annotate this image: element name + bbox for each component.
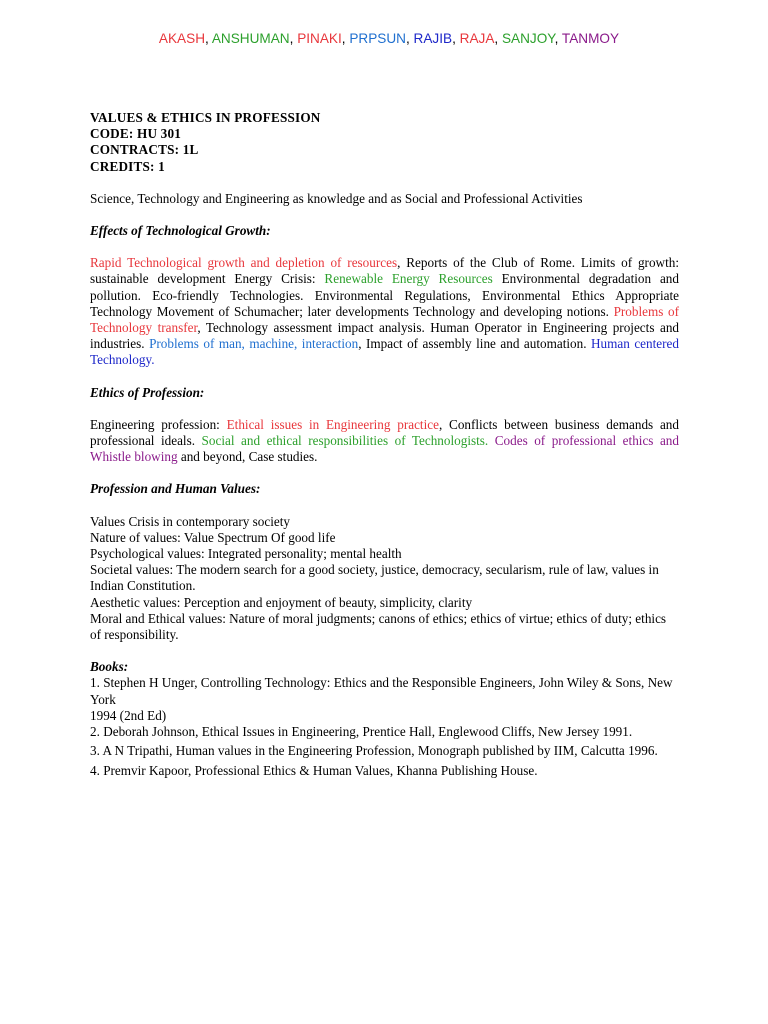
author-name: TANMOY — [561, 31, 620, 46]
book-item: 1. Stephen H Unger, Controlling Technology: Ethics and the Responsible Engineers, John Wiley & Sons, New York — [90, 675, 673, 707]
course-title: VALUES & ETHICS IN PROFESSION — [90, 110, 321, 125]
paragraph-text: , Reports of the Club of Rome. Limits of growth: sustainable development Energy Crisis: — [90, 255, 679, 287]
highlight-green: Renewable Energy Resources — [324, 271, 493, 287]
name-separator: , — [405, 31, 414, 46]
highlight-red: Rapid Technological growth and depletion of resources — [90, 255, 398, 271]
paragraph-text: , Technology assessment impact analysis. Human Operator in Engineering projects and industries. — [90, 320, 680, 352]
course-code: CODE: HU 301 — [90, 126, 182, 142]
name-separator: , — [289, 31, 298, 46]
author-name: ANSHUMAN — [211, 31, 290, 46]
name-separator: , — [205, 31, 212, 46]
values-line: Psychological values: Integrated personality; mental health — [90, 546, 402, 562]
highlight-red: Problems of Technology transfer — [90, 303, 679, 336]
paragraph-text: and beyond, Case studies. — [177, 449, 318, 465]
document-body — [90, 110, 679, 779]
author-names — [0, 31, 768, 46]
section-paragraph-ethics — [90, 417, 679, 466]
course-heading — [90, 110, 679, 175]
paragraph-text: , Impact of assembly line and automation. — [358, 336, 592, 352]
name-separator: , — [452, 31, 460, 46]
name-separator: , — [494, 31, 502, 46]
author-name: PINAKI — [297, 31, 342, 46]
author-name: AKASH — [158, 31, 206, 46]
values-list — [90, 514, 679, 644]
books-title: Books: — [90, 659, 129, 675]
book-item: 4. Premvir Kapoor, Professional Ethics & Human Values, Khanna Publishing House. — [90, 762, 538, 778]
name-separator: , — [554, 31, 562, 46]
paragraph-text: Environmental degradation and pollution. Eco-friendly Technologies. Environmental Regulations, Environmental Ethics Appropriate Technology Movement of Schumacher; later developments Technology and developing notions. — [90, 271, 679, 319]
values-line: Aesthetic values: Perception and enjoyment of beauty, simplicity, clarity — [90, 594, 473, 610]
values-line: Values Crisis in contemporary society — [90, 513, 290, 529]
highlight-red: Ethical issues in Engineering practice — [226, 416, 439, 432]
values-line: Moral and Ethical values: Nature of moral judgments; canons of ethics; ethics of virtue; ethics of duty; ethics of responsibility. — [90, 610, 667, 643]
author-name: PRPSUN — [349, 31, 406, 46]
course-contracts: CONTRACTS: 1L — [90, 142, 199, 158]
author-name: RAJIB — [413, 31, 453, 46]
highlight-darkblue: Human centered Technology. — [90, 336, 679, 368]
values-line: Nature of values: Value Spectrum Of good life — [90, 529, 336, 545]
intro-text: Science, Technology and Engineering as knowledge and as Social and Professional Activities — [90, 190, 583, 206]
author-name: SANJOY — [501, 31, 555, 46]
highlight-green: Social and ethical responsibilities of Technologists. — [201, 433, 489, 449]
section-paragraph-effects — [90, 255, 679, 368]
highlight-purple: Codes of professional ethics and Whistle blowing — [90, 433, 679, 465]
author-name: RAJA — [459, 31, 495, 46]
book-item: 3. A N Tripathi, Human values in the Engineering Profession, Monograph published by IIM, Calcutta 1996. — [90, 743, 658, 759]
course-credits: CREDITS: 1 — [90, 158, 165, 174]
values-line: Societal values: The modern search for a good society, justice, democracy, secularism, rule of law, values in Indian Constitution. — [90, 562, 659, 594]
highlight-blue: Problems of man, machine, interaction — [149, 336, 359, 352]
book-item: 2. Deborah Johnson, Ethical Issues in Engineering, Prentice Hall, Englewood Cliffs, New Jersey 1991. — [90, 724, 633, 740]
paragraph-text: Engineering profession: — [90, 416, 227, 432]
name-separator: , — [341, 31, 350, 46]
section-title-values: Profession and Human Values: — [90, 481, 261, 497]
paragraph-text: , Conflicts between business demands and professional ideals. — [90, 416, 679, 449]
section-title-effects: Effects of Technological Growth: — [90, 223, 271, 239]
book-item-year: 1994 (2nd Ed) — [90, 707, 167, 723]
section-title-ethics: Ethics of Profession: — [90, 384, 205, 400]
